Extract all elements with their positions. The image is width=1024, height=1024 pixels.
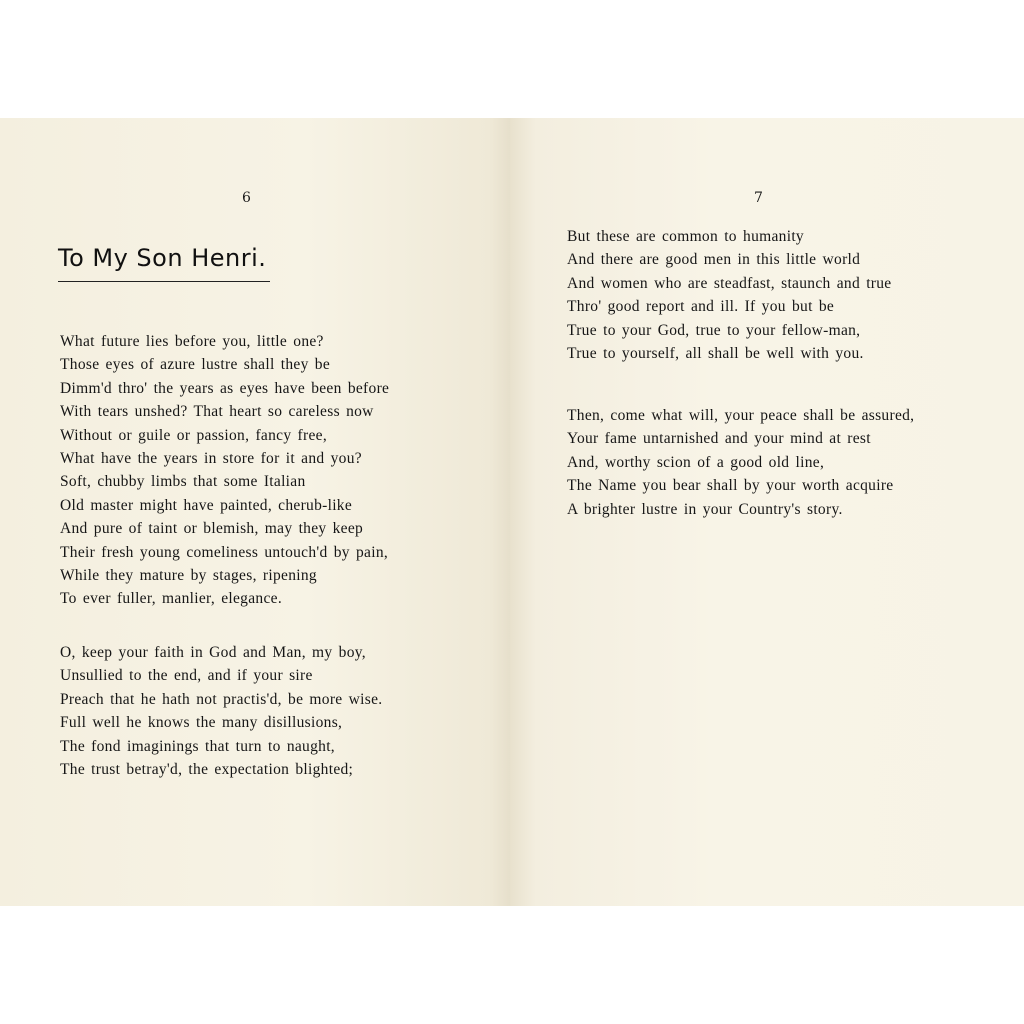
verse-line: True to yourself, all shall be well with you. — [567, 344, 864, 362]
stanza-1 — [60, 330, 389, 611]
verse-line: Without or guile or passion, fancy free, — [60, 426, 327, 444]
page-number: 7 — [754, 190, 763, 206]
verse-line: And, worthy scion of a good old line, — [567, 453, 825, 471]
verse-line: Preach that he hath not practis'd, be more wise. — [60, 690, 383, 708]
verse-line: Those eyes of azure lustre shall they be — [60, 356, 331, 374]
verse-line: The fond imaginings that turn to naught, — [60, 737, 335, 755]
stanza-3 — [567, 225, 892, 365]
verse-line: The Name you bear shall by your worth acquire — [567, 477, 894, 495]
verse-line: With tears unshed? That heart so careless now — [60, 403, 374, 421]
verse-line: What future lies before you, little one? — [60, 333, 324, 350]
verse-line: To ever fuller, manlier, elegance. — [60, 590, 283, 608]
verse-line: Old master might have painted, cherub-like — [60, 496, 353, 514]
verse-line: Their fresh young comeliness untouch'd by pain, — [60, 543, 389, 561]
stanza-4 — [567, 404, 914, 521]
stanza-2 — [60, 641, 382, 781]
page-number: 6 — [242, 190, 251, 206]
verse-line: O, keep your faith in God and Man, my boy, — [60, 644, 366, 661]
verse-line: Your fame untarnished and your mind at rest — [567, 430, 871, 448]
left-page — [0, 118, 510, 906]
verse-line: The trust betray'd, the expectation blighted; — [60, 760, 354, 778]
right-page — [510, 118, 1024, 906]
verse-line: Then, come what will, your peace shall be assured, — [567, 407, 915, 424]
verse-line: And there are good men in this little world — [567, 251, 861, 269]
verse-line: Full well he knows the many disillusions, — [60, 714, 343, 732]
verse-line: Dimm'd thro' the years as eyes have been before — [60, 379, 390, 397]
verse-line: Thro' good report and ill. If you but be — [567, 298, 835, 316]
title-underline — [58, 281, 270, 282]
verse-line: Unsullied to the end, and if your sire — [60, 667, 313, 685]
verse-line: And women who are steadfast, staunch and true — [567, 274, 892, 292]
verse-line: What have the years in store for it and you? — [60, 449, 362, 467]
verse-line: A brighter lustre in your Country's story. — [567, 500, 843, 518]
verse-line: But these are common to humanity — [567, 228, 804, 245]
verse-line: And pure of taint or blemish, may they keep — [60, 520, 364, 538]
verse-line: True to your God, true to your fellow-man, — [567, 321, 861, 339]
verse-line: Soft, chubby limbs that some Italian — [60, 473, 306, 491]
poem-title: To My Son Henri. — [58, 244, 267, 272]
verse-line: While they mature by stages, ripening — [60, 566, 317, 584]
book-spread — [0, 118, 1024, 906]
